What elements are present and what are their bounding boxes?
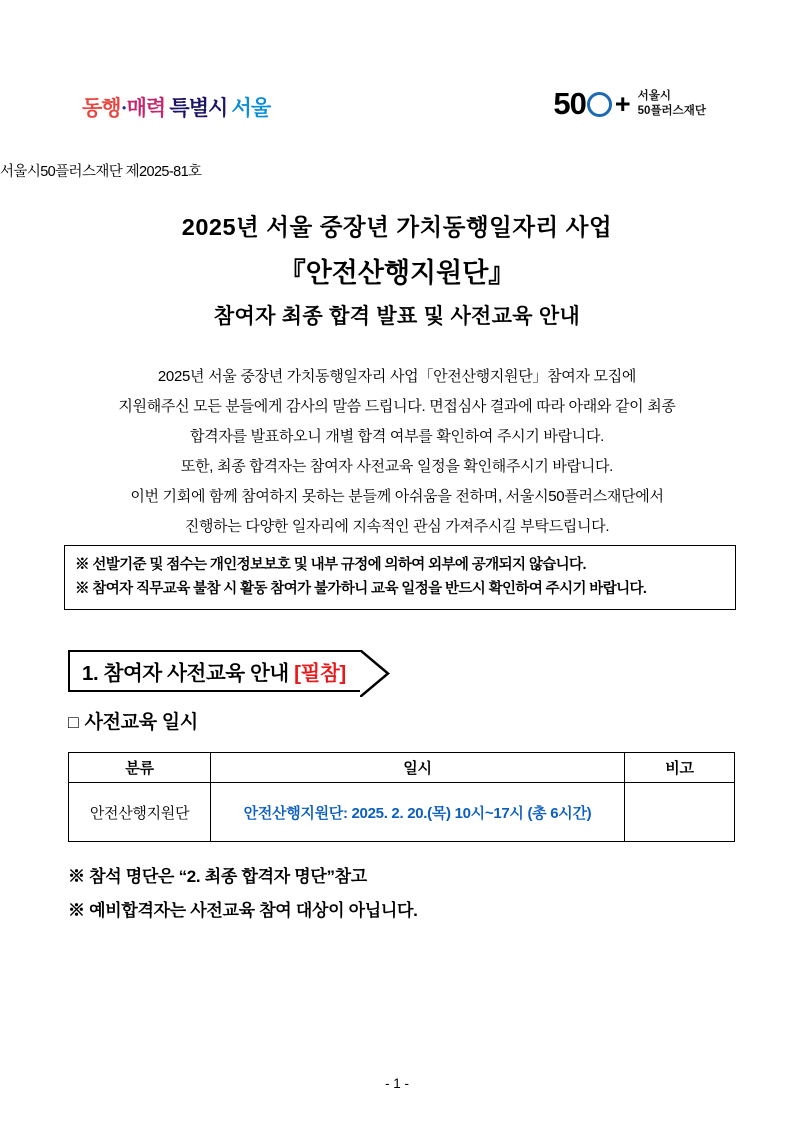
section-1-ribbon bbox=[68, 650, 360, 692]
notice-box bbox=[64, 545, 736, 610]
page-title-line-3: 참여자 최종 합격 발표 및 사전교육 안내 bbox=[213, 305, 581, 328]
footnote-2: ※ 예비합격자는 사전교육 참여 대상이 아닙니다. bbox=[68, 901, 418, 920]
logo-line-2: 50플러스재단 bbox=[637, 105, 706, 117]
ribbon-tail-icon bbox=[360, 650, 390, 688]
subsection-title: 사전교육 일시 bbox=[84, 712, 198, 733]
logo-number-50: 50 bbox=[553, 86, 586, 121]
intro-line: 2025년 서울 중장년 가치동행일자리 사업「안전산행지원단」참여자 모집에 bbox=[157, 368, 637, 385]
logo-line-1: 서울시 bbox=[637, 90, 671, 102]
document-number: 서울시50플러스재단 제2025-81호 bbox=[0, 164, 202, 180]
intro-line: 합격자를 발표하오니 개별 합격 여부를 확인하여 주시기 바랍니다. bbox=[189, 428, 605, 445]
table-header-note: 비고 bbox=[625, 753, 735, 783]
section-1-required-tag: [필참] bbox=[294, 662, 346, 685]
document-titles bbox=[0, 208, 794, 330]
section-1-heading bbox=[68, 650, 488, 692]
table-cell-schedule: 안전산행지원단: 2025. 2. 20.(목) 10시~17시 (총 6시간) bbox=[211, 783, 625, 842]
seoul50plus-mark bbox=[553, 86, 629, 122]
seoul50plus-logo-text bbox=[638, 89, 706, 119]
footnotes bbox=[68, 860, 734, 928]
page-number: - 1 - bbox=[384, 1076, 409, 1091]
intro-text bbox=[60, 362, 734, 542]
logo-ring-icon bbox=[587, 92, 612, 117]
page-title-line-1: 2025년 서울 중장년 가치동행일자리 사업 bbox=[181, 214, 613, 240]
notice-line-1: ※ 선발기준 및 점수는 개인정보보호 및 내부 규정에 의하여 외부에 공개되지 않습니다. bbox=[75, 557, 586, 573]
page-title-line-2: 『안전산행지원단』 bbox=[278, 258, 516, 288]
table-header-datetime: 일시 bbox=[211, 753, 625, 783]
seoul-slogan-logo bbox=[82, 92, 302, 134]
table-row bbox=[69, 783, 735, 842]
seoul50plus-logo bbox=[553, 86, 706, 122]
intro-line: 지원해주신 모든 분들에게 감사의 말씀 드립니다. 면접심사 결과에 따라 아래와 같이 최종 bbox=[118, 398, 676, 415]
intro-line: 또한, 최종 합격자는 참여자 사전교육 일정을 확인해주시기 바랍니다. bbox=[180, 458, 614, 475]
square-bullet-icon: □ bbox=[68, 712, 79, 732]
table-header-row bbox=[69, 753, 735, 783]
subsection-heading bbox=[68, 707, 198, 734]
logo-plus-icon: + bbox=[614, 88, 630, 119]
intro-line: 진행하는 다양한 일자리에 지속적인 관심 가져주시길 부탁드립니다. bbox=[184, 518, 610, 535]
notice-line-2: ※ 참여자 직무교육 불참 시 활동 참여가 불가하니 교육 일정을 반드시 확인하여 주시기 바랍니다. bbox=[75, 581, 647, 597]
seoul-slogan-logo-text: 동행·매력 특별시 서울 bbox=[82, 96, 271, 120]
table-header-type: 분류 bbox=[69, 753, 211, 783]
education-schedule-table bbox=[68, 752, 735, 842]
section-1-title: 1. 참여자 사전교육 안내 bbox=[82, 662, 295, 685]
intro-line: 이번 기회에 함께 참여하지 못하는 분들께 아쉬움을 전하며, 서울시50플러스재단에서 bbox=[130, 488, 664, 505]
table-cell-type: 안전산행지원단 bbox=[69, 783, 211, 842]
table-cell-note bbox=[625, 783, 735, 842]
footnote-1: ※ 참석 명단은 “2. 최종 합격자 명단”참고 bbox=[68, 867, 367, 886]
document-header bbox=[68, 0, 726, 176]
